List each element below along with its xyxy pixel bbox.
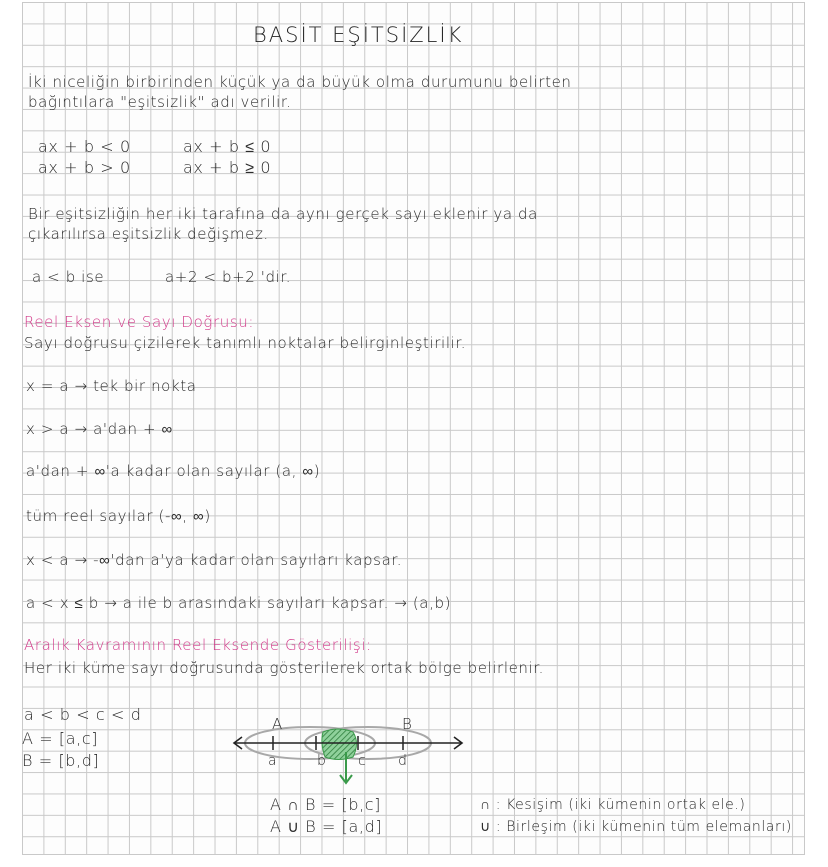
form-3: ax + b > 0 <box>38 158 131 177</box>
list-item: a < x ≤ b → a ile b arasındaki sayıları kapsar. → (a,b) <box>26 594 452 612</box>
rule-example-left: a < b ise <box>32 268 105 286</box>
rule-example-right: a+2 < b+2 'dir. <box>165 268 292 286</box>
list-item: x < a → -∞'dan a'ya kadar olan sayıları kapsar. <box>26 551 403 569</box>
list-item: tüm reel sayılar (-∞, ∞) <box>26 507 211 525</box>
diagram-label-b-set: B <box>402 715 413 733</box>
list-item: x = a → tek bir nokta <box>26 377 197 395</box>
set-a-definition: A = [a,c] <box>22 729 99 748</box>
order-relation: a < b < c < d <box>24 705 142 724</box>
diagram-point-a: a <box>268 753 278 769</box>
section-desc-interval: Her iki küme sayı doğrusunda gösterilerek ortak bölge belirlenir. <box>24 659 545 677</box>
diagram-point-c: c <box>358 753 367 769</box>
diagram-point-b: b <box>317 753 327 769</box>
number-line-svg <box>228 712 468 802</box>
rule-line-2: çıkarılırsa eşitsizlik değişmez. <box>28 225 269 243</box>
number-line-diagram <box>228 712 468 802</box>
diagram-label-a-set: A <box>272 715 283 733</box>
form-2: ax + b ≤ 0 <box>183 137 272 156</box>
list-item: x > a → a'dan + ∞ <box>26 420 173 438</box>
note-union: ∪ : Birleşim (iki kümenin tüm elemanları) <box>480 819 792 835</box>
form-4: ax + b ≥ 0 <box>183 158 272 177</box>
page-title: BASİT EŞİTSİZLİK <box>253 23 464 47</box>
intro-line-2: bağıntılara "eşitsizlik" adı verilir. <box>28 93 292 111</box>
section-desc-real-axis: Sayı doğrusu çizilerek tanımlı noktalar belirginleştirilir. <box>24 334 467 352</box>
note-intersection: ∩ : Kesişim (iki kümenin ortak ele.) <box>480 797 746 813</box>
union-result: A ∪ B = [a,d] <box>270 817 383 836</box>
intersection-result: A ∩ B = [b,c] <box>270 795 381 814</box>
form-1: ax + b < 0 <box>38 137 131 156</box>
intro-line-1: İki niceliğin birbirinden küçük ya da büyük olma durumunu belirten <box>28 73 572 91</box>
section-heading-interval: Aralık Kavramının Reel Eksende Gösterilişi: <box>24 636 372 654</box>
diagram-point-d: d <box>398 753 408 769</box>
list-item: a'dan + ∞'a kadar olan sayılar (a, ∞) <box>26 462 321 480</box>
set-b-definition: B = [b,d] <box>22 751 100 770</box>
rule-line-1: Bir eşitsizliğin her iki tarafına da aynı gerçek sayı eklenir ya da <box>28 205 538 223</box>
section-heading-real-axis: Reel Eksen ve Sayı Doğrusu: <box>24 313 255 331</box>
